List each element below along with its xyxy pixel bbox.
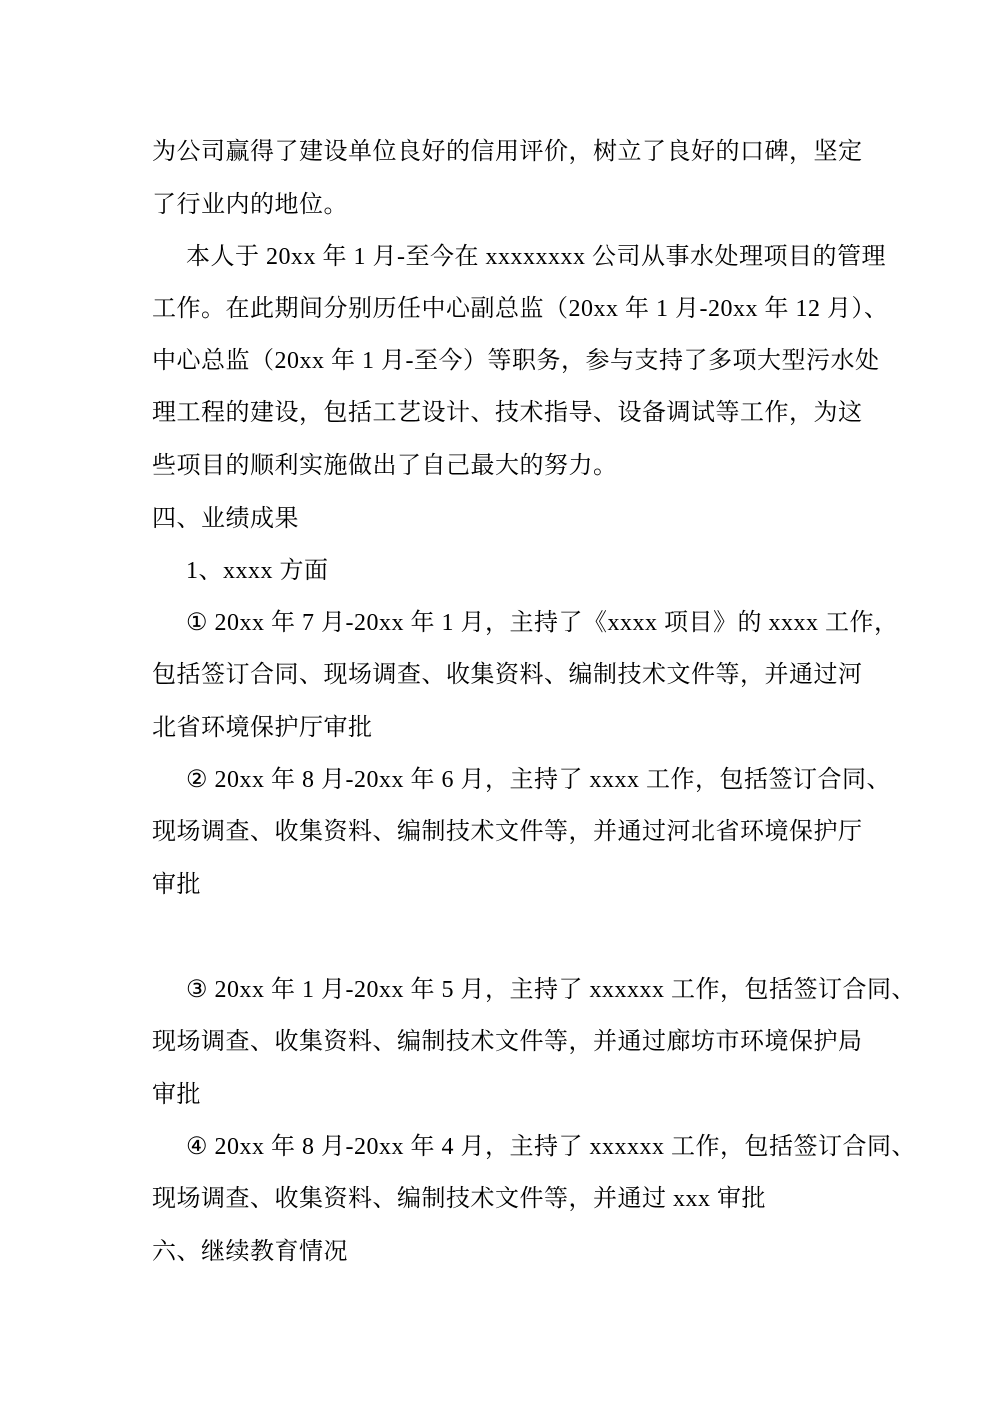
list-item-1-line-3: 北省环境保护厅审批	[152, 715, 373, 741]
list-item-4-line-2: 现场调查、收集资料、编制技术文件等，并通过 xxx 审批	[152, 1186, 766, 1212]
paragraph-line-work-history-start: 本人于 20xx 年 1 月-至今在 xxxxxxxx 公司从事水处理项目的管理	[186, 244, 886, 270]
paragraph-line-engineering: 理工程的建设，包括工艺设计、技术指导、设备调试等工作，为这	[152, 400, 863, 426]
section-heading-continuing-education: 六、继续教育情况	[152, 1239, 348, 1265]
list-item-2-line-1: ② 20xx 年 8 月-20xx 年 6 月，主持了 xxxx 工作，包括签订合同、	[186, 767, 892, 793]
list-item-2-line-2: 现场调查、收集资料、编制技术文件等，并通过河北省环境保护厅	[152, 819, 863, 845]
list-item-3-line-1: ③ 20xx 年 1 月-20xx 年 5 月，主持了 xxxxxx 工作，包括签订合同、	[186, 977, 917, 1003]
paragraph-line-director: 中心总监（20xx 年 1 月-至今）等职务，参与支持了多项大型污水处	[152, 348, 880, 374]
paragraph-line-industry-position: 了行业内的地位。	[152, 192, 348, 218]
list-item-4-line-1: ④ 20xx 年 8 月-20xx 年 4 月，主持了 xxxxxx 工作，包括签订合同、	[186, 1134, 917, 1160]
section-heading-achievements: 四、业绩成果	[152, 506, 299, 532]
list-item-1-line-1: ① 20xx 年 7 月-20xx 年 1 月，主持了《xxxx 项目》的 xxxx 工作，	[186, 610, 899, 636]
list-item-3-line-2: 现场调查、收集资料、编制技术文件等，并通过廊坊市环境保护局	[152, 1029, 863, 1055]
paragraph-line-credit-evaluation: 为公司赢得了建设单位良好的信用评价，树立了良好的口碑，坚定	[152, 139, 863, 165]
paragraph-line-effort: 些项目的顺利实施做出了自己最大的努力。	[152, 453, 618, 479]
paragraph-line-positions: 工作。在此期间分别历任中心副总监（20xx 年 1 月-20xx 年 12 月）、	[152, 296, 889, 322]
list-item-3-line-3: 审批	[152, 1082, 201, 1108]
list-item-2-line-3: 审批	[152, 872, 201, 898]
subsection-heading-aspect: 1、xxxx 方面	[186, 558, 329, 584]
list-item-1-line-2: 包括签订合同、现场调查、收集资料、编制技术文件等，并通过河	[152, 662, 863, 688]
